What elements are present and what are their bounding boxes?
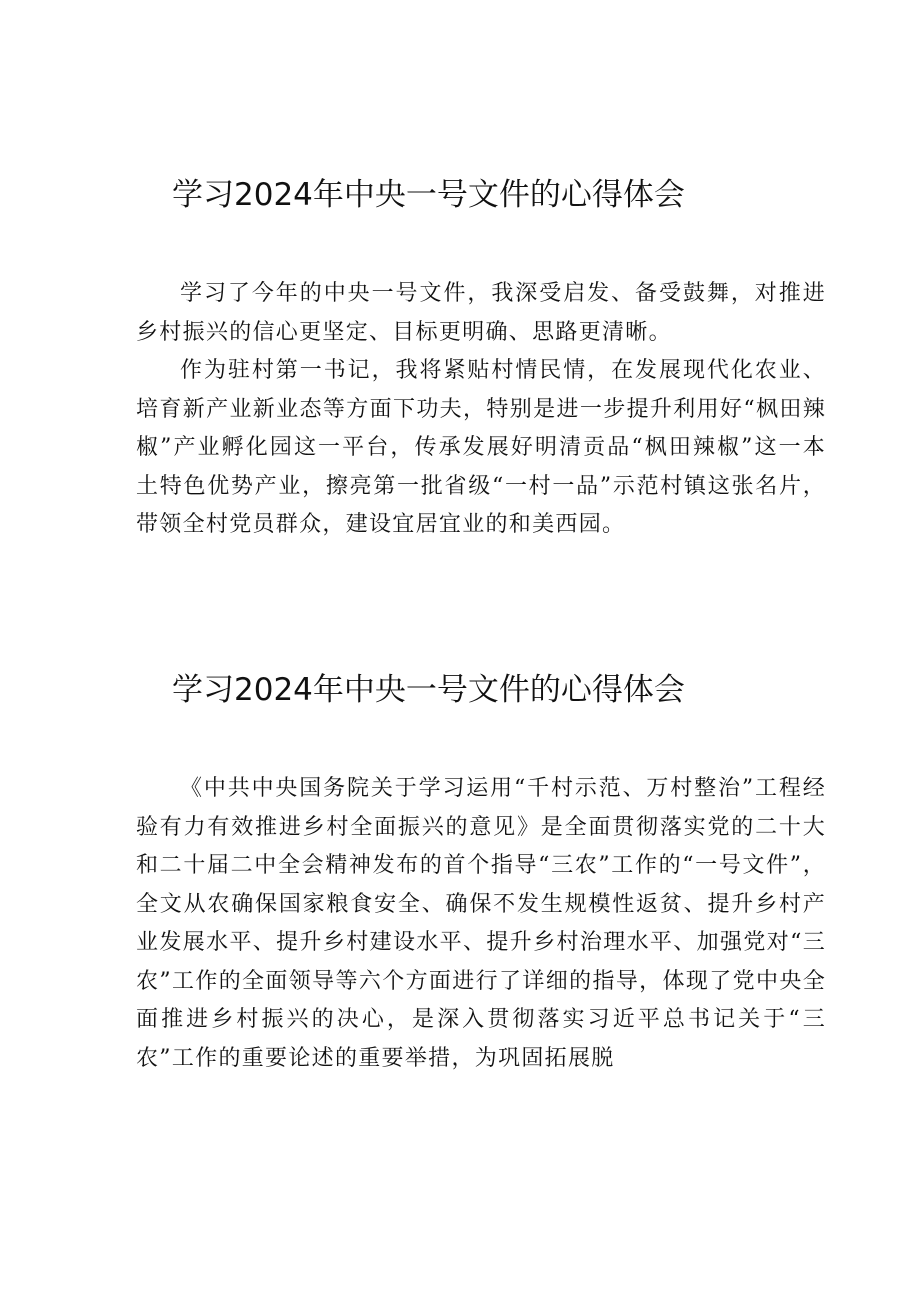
section-1-paragraph-1: 学习了今年的中央一号文件，我深受启发、备受鼓舞，对推进乡村振兴的信心更坚定、目标更明确、思路更清晰。 (136, 281, 826, 345)
section-1-title: 学习2024年中央一号文件的心得体会 (172, 177, 685, 213)
section-1-body (136, 275, 826, 545)
section-2-title: 学习2024年中央一号文件的心得体会 (172, 672, 685, 708)
section-2-paragraph-1: 《中共中央国务院关于学习运用“千村示范、万村整治”工程经验有力有效推进乡村全面振兴的意见》是全面贯彻落实党的二十大和二十届二中全会精神发布的首个指导“三农”工作的“一号文件”，全文从农确保国家粮食安全、确保不发生规模性返贫、提升乡村产业发展水平、提升乡村建设水平、提升乡村治理水平、加强党对“三农”工作的全面领导等六个方面进行了详细的指导，体现了党中央全面推进乡村振兴的决心，是深入贯彻落实习近平总书记关于“三农”工作的重要论述的重要举措，为巩固拓展脱 (136, 776, 826, 1071)
section-1-paragraph-2: 作为驻村第一书记，我将紧贴村情民情，在发展现代化农业、培育新产业新业态等方面下功夫，特别是进一步提升利用好“枫田辣椒”产业孵化园这一平台，传承发展好明清贡品“枫田辣椒”这一本土特色优势产业，擦亮第一批省级“一村一品”示范村镇这张名片，带领全村党员群众，建设宜居宜业的和美西园。 (136, 358, 826, 537)
section-2-body (136, 770, 826, 1078)
